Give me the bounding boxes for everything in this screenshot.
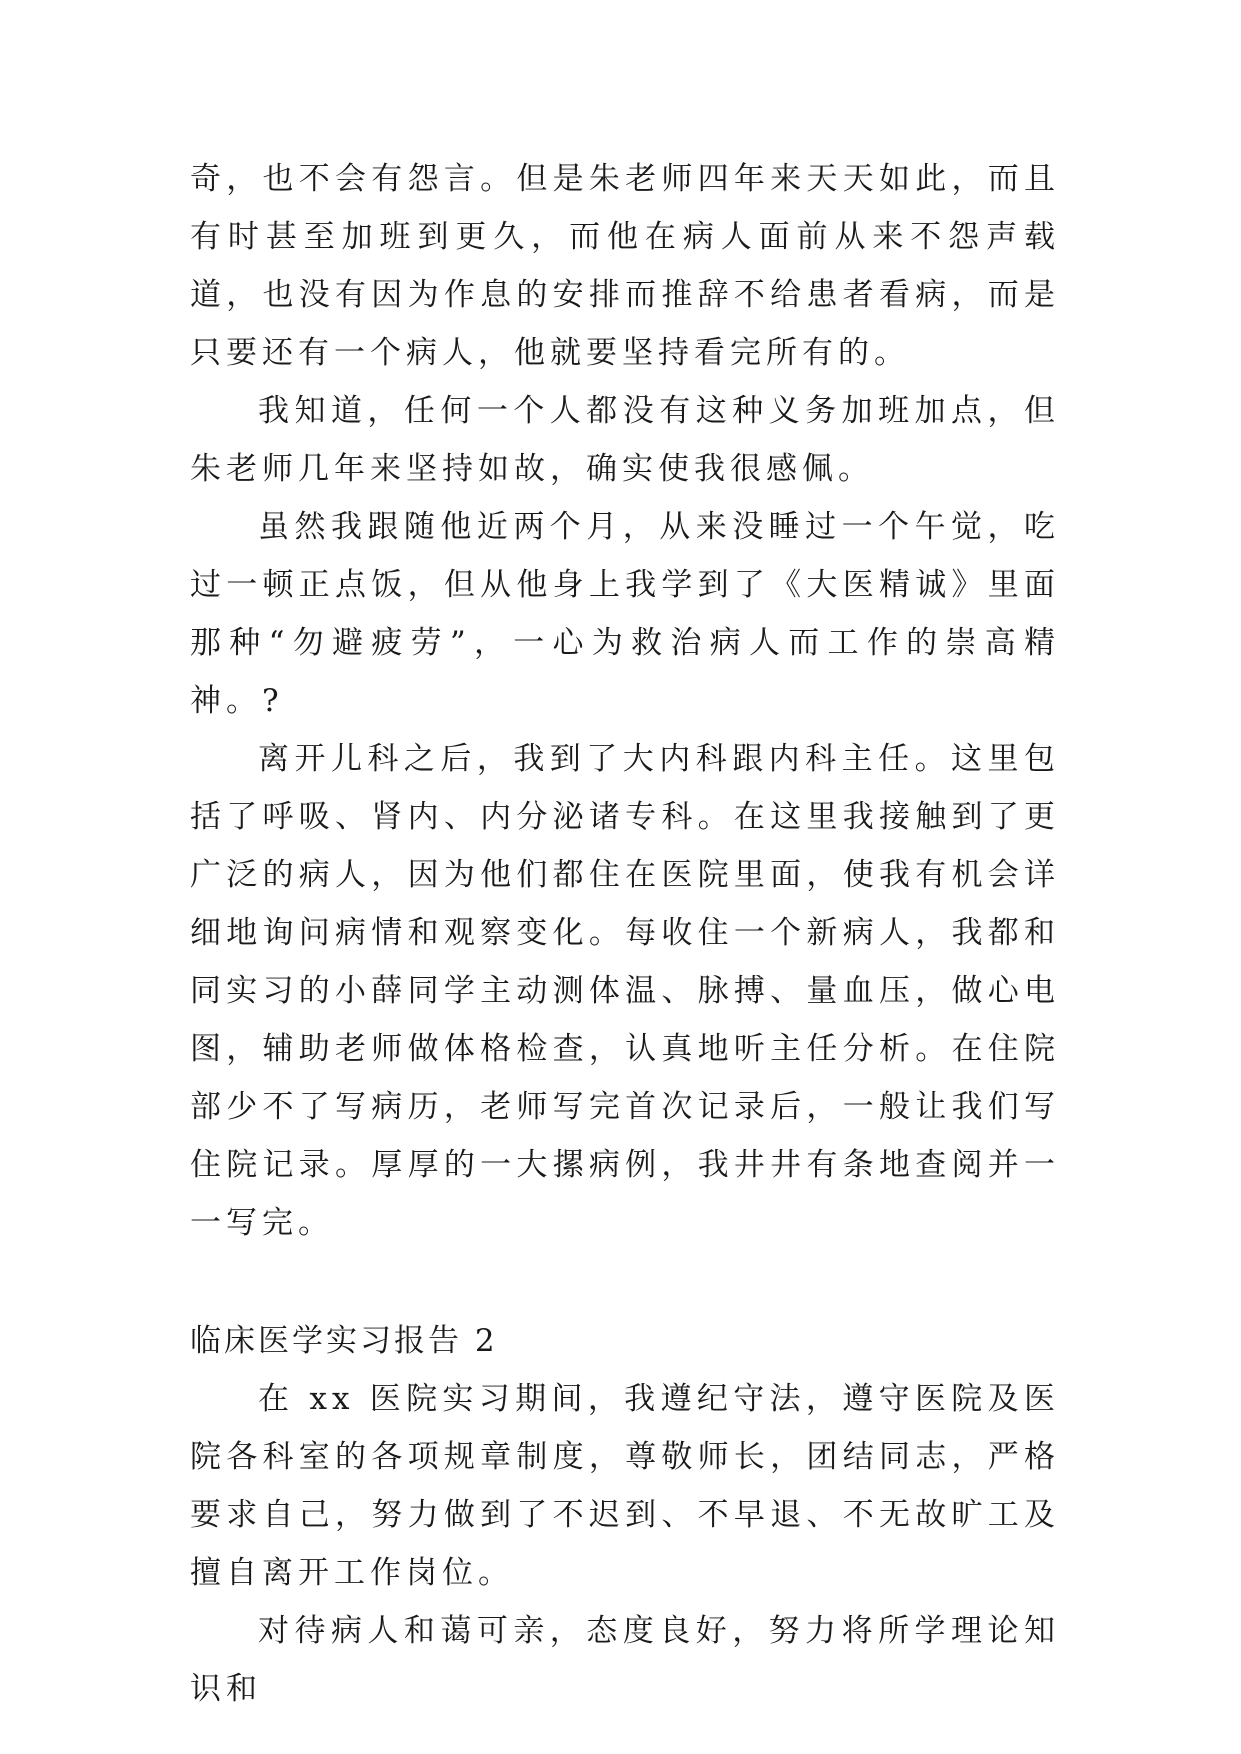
paragraph-patient-attitude: 对待病人和蔼可亲，态度良好，努力将所学理论知识和 xyxy=(190,1613,1060,1707)
paragraph-continuation: 奇，也不会有怨言。但是朱老师四年来天天如此，而且有时甚至加班到更久，而他在病人面前从来不怨声载道，也没有因为作息的安排而推辞不给患者看病，而是只要还有一个病人，他就要坚持看完所有的。 xyxy=(190,161,1060,371)
section-gap xyxy=(190,1252,1060,1312)
paragraph-internal-medicine: 离开儿科之后，我到了大内科跟内科主任。这里包括了呼吸、肾内、内分泌诸专科。在这里我接触到了更广泛的病人，因为他们都住在医院里面，使我有机会详细地询问病情和观察变化。每收住一个新病人，我都和同实习的小薛同学主动测体温、脉搏、量血压，做心电图，辅助老师做体格检查，认真地听主任分析。在住院部少不了写病历，老师写完首次记录后，一般让我们写住院记录。厚厚的一大摞病例，我井井有条地查阅并一一写完。 xyxy=(190,741,1060,1241)
document-page xyxy=(190,150,1060,1718)
paragraph-teacher-dedication: 我知道，任何一个人都没有这种义务加班加点，但朱老师几年来坚持如故，确实使我很感佩。 xyxy=(190,393,1060,487)
section-title: 临床医学实习报告 2 xyxy=(190,1323,498,1359)
paragraph-spirit: 虽然我跟随他近两个月，从来没睡过一个午觉，吃过一顿正点饭，但从他身上我学到了《大医精诚》里面那种“勿避疲劳”，一心为救治病人而工作的崇高精神。? xyxy=(190,509,1060,719)
paragraph-discipline: 在 xx 医院实习期间，我遵纪守法，遵守医院及医院各科室的各项规章制度，尊敬师长，团结同志，严格要求自己，努力做到了不迟到、不早退、不无故旷工及擅自离开工作岗位。 xyxy=(190,1381,1060,1591)
